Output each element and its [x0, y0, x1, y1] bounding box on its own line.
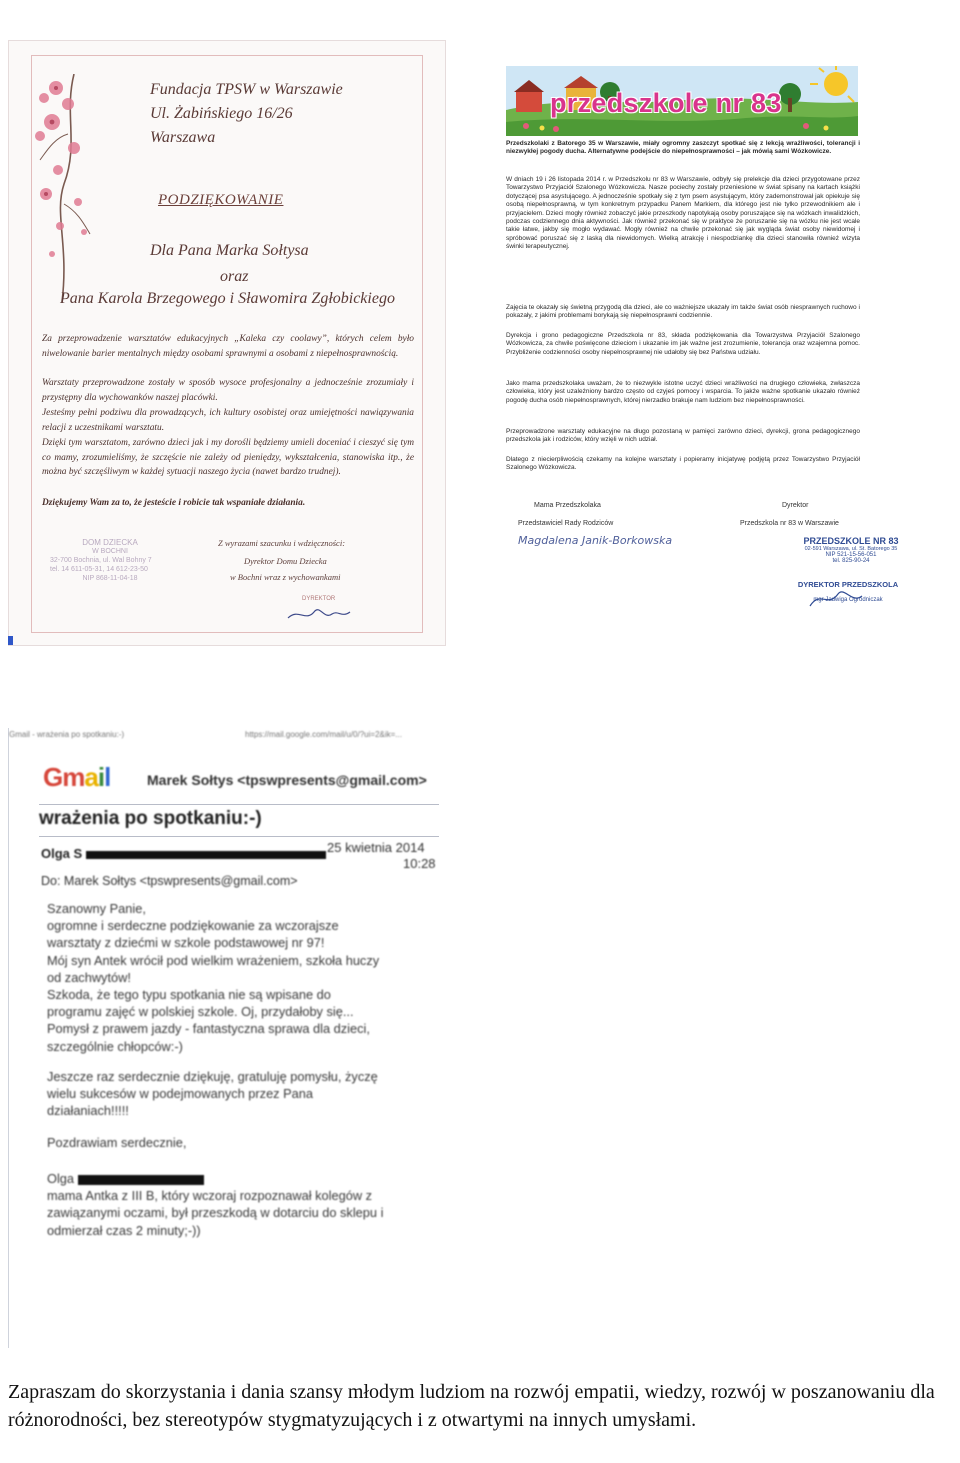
account-email: Marek Sołtys <tpswpresents@gmail.com>	[147, 772, 427, 788]
header-divider	[39, 804, 439, 805]
sender-name: Olga S	[41, 846, 83, 861]
subject-divider	[39, 836, 439, 837]
redaction-bar	[86, 851, 326, 859]
recipient-line: Dla Pana Marka Sołtysa	[150, 242, 309, 259]
signatory-org: w Bochni wraz z wychowankami	[230, 572, 341, 582]
gmail-message-screenshot	[8, 728, 465, 1348]
orphanage-stamp: DOM DZIECKA W BOCHNI 32-700 Bochnia, ul. Wal Bohny 7 tel. 14 611-05-31, 14 612-23-50 NIP 868-11-04-18	[50, 538, 152, 582]
letter-paragraph: Dlatego z niecierpliwością czekamy na kolejne warsztaty i popieramy inicjatywę podjętą przez Towarzystwo Przyjaciół Szalonego Wózkowicza.	[506, 456, 860, 472]
letter-paragraph: Jesteśmy pełni podziwu dla prowadzących, ich kultury osobistej oraz umiejętności nawiązywania relacji z uczestnikami warsztatu.	[42, 408, 414, 433]
closing-line: Z wyrazami szacunku i wdzięczności:	[218, 538, 346, 548]
recipient-conjunction: oraz	[220, 268, 249, 285]
letter-paragraph: Zajęcia te okazały się świetną przygodą dla dzieci, ale co ważniejsze ukazały im także świat osób niesprawnych ruchowo i pokazały, z jakimi problemami borykają się niepełnosprawni codziennie.	[506, 304, 860, 320]
letter-paragraph: Za przeprowadzenie warsztatów edukacyjnych „Kaleka czy coolawy”, których celem było niwelowanie barier mentalnych między osobami sprawnymi a osobami z niepełnosprawnością.	[42, 334, 414, 359]
signatory-director-org: Przedszkola nr 83 w Warszawie	[740, 520, 839, 527]
browser-url: https://mail.google.com/mail/u/0/?ui=2&ik=...	[245, 730, 402, 739]
letter-paragraph: Przeprowadzone warsztaty edukacyjne na długo pozostaną w pamięci zarówno dzieci, dyrekcji, grona pedagogicznego przedszkola jak i rodziców, który wzięli w nich udział.	[506, 428, 860, 444]
thank-you-letter-kindergarten	[484, 40, 918, 640]
recipient-names: Pana Karola Brzegowego i Sławomira Zgłobickiego	[60, 290, 395, 307]
foundation-street: Ul. Żabińskiego 16/26	[150, 105, 293, 122]
kindergarten-stamp: PRZEDSZKOLE NR 83 02-591 Warszawa, ul. St. Batorego 35 NIP 521-15-56-051 tel. 825-90-24	[803, 536, 899, 564]
banner-title: przedszkole nr 83	[550, 88, 782, 118]
letter-paragraph: Dzięki tym warsztatom, zarówno dzieci jak i my dorośli będziemy umieli doceniać i cieszyć się tym co mamy, zrozumieliśmy, że szczęście nie zależy od pieniędzy, wykształcenia, stanowiska itp., że można być szczęśliwym w każdej sytuacji naszego życia (nawet bardzo trudnej).	[42, 438, 414, 478]
email-date: 25 kwietnia 2014	[327, 840, 425, 855]
kindergarten-banner	[506, 66, 858, 136]
closing-paragraph: Zapraszam do skorzystania i dania szansy młodym ludziom na rozwój empatii, wiedzy, rozwój w poszanowaniu dla różnorodności, bez stereotypów stygmatyzujących i z otwartymi na innych umysłami.	[8, 1381, 935, 1431]
letter-border	[31, 55, 423, 633]
letter-paragraph: Dyrekcja i grono pedagogiczne Przedszkola nr 83, składa podziękowania dla Towarzystwa Przyjaciół Szalonego Wózkowicza, za chwile poświęcone dzieciom i ukazanie im jak ważne jest zrozumienie, tolerancja oraz wzajemna pomoc. Przybliżenie codzienności osoby niepełnosprawnej nie udałoby się bez Państwa udziału.	[506, 332, 860, 356]
letter-paragraph: Dziękujemy Wam za to, że jesteście i robicie tak wspaniałe działania.	[42, 498, 306, 508]
browser-tab-title: Gmail - wrażenia po spotkaniu:-)	[9, 730, 125, 739]
email-body-intro: Szanowny Panie, ogromne i serdeczne podziękowanie za wczorajsze warsztaty z dziećmi w szkole podstawowej nr 97! Mój syn Antek wrócił pod wielkim wrażeniem, szkoła huczy od zachwytów! Szkoda, że tego typu spotkania nie są wpisane do programu zajęć w polskiej szkole. Oj, przydałoby się... Pomysł z prawem jazdy - fantastyczna sprawa dla dzieci, szczególnie chłopców:-)	[47, 901, 380, 1054]
director-stamp: DYREKTOR PRZEDSZKOLA mgr Jadwiga Ogrodniczak	[797, 580, 899, 603]
browser-header	[9, 728, 465, 742]
director-stamp: DYREKTOR	[302, 596, 336, 602]
signatory-parent-role: Przedstawiciel Rady Rodziców	[518, 520, 614, 527]
sender-row	[41, 846, 326, 861]
letter-paragraph: Przedszkolaki z Batorego 35 w Warszawie, miały ogromny zaszczyt spotkać się z lekcją wrażliwości, tolerancji i niezwykłej pogody ducha. Alternatywne podejście do niepełnosprawności – jak mówią sami Wózkowicze.	[506, 140, 860, 156]
signatory-title: Dyrektor Domu Dziecka	[244, 556, 327, 566]
letter-paragraph: Jako mama przedszkolaka uważam, że to niezwykle istotne uczyć dzieci wrażliwości na drugiego człowieka, zwłaszcza człowieka, który jest uzależniony bardzo często od czyjeś pomocy i wsparcia. To jakże ważne spotkanie ukazało również pogodę ducha osób niepełnosprawnych, której nierzadko brakuje nam ludziom bez niepełnosprawności.	[506, 380, 860, 404]
thank-you-letter-foundation	[8, 40, 446, 646]
email-time: 10:28	[403, 856, 436, 871]
redaction-bar	[78, 1175, 204, 1185]
cherry-blossom-branch-icon	[34, 74, 100, 304]
letter-paragraph: Warsztaty przeprowadzone zostały w sposób wysoce profesjonalny a jednocześnie zrozumiały i przystępny dla wychowanków naszej placówki.	[42, 378, 414, 403]
email-subject: wrażenia po spotkaniu:-)	[39, 808, 262, 829]
email-signature: Olga mama Antka z III B, który wczoraj rozpoznawał kolegów z zawiązanymi oczami, był przeszkodą w dotarciu do sklepu i odmierzał czas 2 minuty;-))	[47, 1171, 384, 1238]
letter-paragraph: W dniach 19 i 26 listopada 2014 r. w Przedszkolu nr 83 w Warszawie, odbyły się prelekcje dla dzieci przygotowane przez Towarzystwo Przyjaciół Szalonego Wózkowicza. Nasze pociechy zostały przeniesione w świat spisany na kartach książki dotyczącej psa asystującego. A jednocześnie spotkały się z tym psem asystującym, który zademonstrował jak opiekuje się osobą niepełnosprawną, w tym konkretnym przypadku Panem Markiem, dla którego jest nie tylko przewodnikiem ale i przyjacielem. Dzieci mogły również zobaczyć jakie przeszkody napotykają osoby poruszające się na wózkach inwalidzkich, podczas codziennego dnia aktywności. Jak również przekonać się w praktyce że poruszanie się na wózku nie jest wcale takie łatwe, jakby się mogło wydawać. Mogły również na chwile przekonać się jak wygląda świat osoby niewidomej i spróbować poruszać się z laską dla niewidomych. Wielką atrakcję i niespodziankę dla dzieci stanowiła również wizyta świnki terapeutycznej.	[506, 176, 860, 251]
email-recipient: Do: Marek Sołtys <tpswpresents@gmail.com>	[41, 874, 298, 888]
signatory-parent-title: Mama Przedszkolaka	[534, 502, 601, 509]
signature-icon	[284, 600, 364, 624]
foundation-name: Fundacja TPSW w Warszawie	[150, 81, 343, 98]
director-signature-icon	[804, 580, 874, 614]
parent-signature: Magdalena Janik-Borkowska	[518, 534, 673, 547]
email-regards: Pozdrawiam serdecznie,	[47, 1135, 187, 1150]
scan-marker	[8, 636, 13, 645]
email-body-thanks: Jeszcze raz serdecznie dziękuję, gratuluję pomysłu, życzę wielu sukcesów w podejmowanych przez Pana działaniach!!!!!	[47, 1069, 378, 1119]
foundation-city: Warszawa	[150, 129, 216, 146]
signatory-director-title: Dyrektor	[782, 502, 809, 509]
letter-title: PODZIĘKOWANIE	[158, 192, 284, 208]
gmail-logo: Gmail	[43, 762, 111, 792]
